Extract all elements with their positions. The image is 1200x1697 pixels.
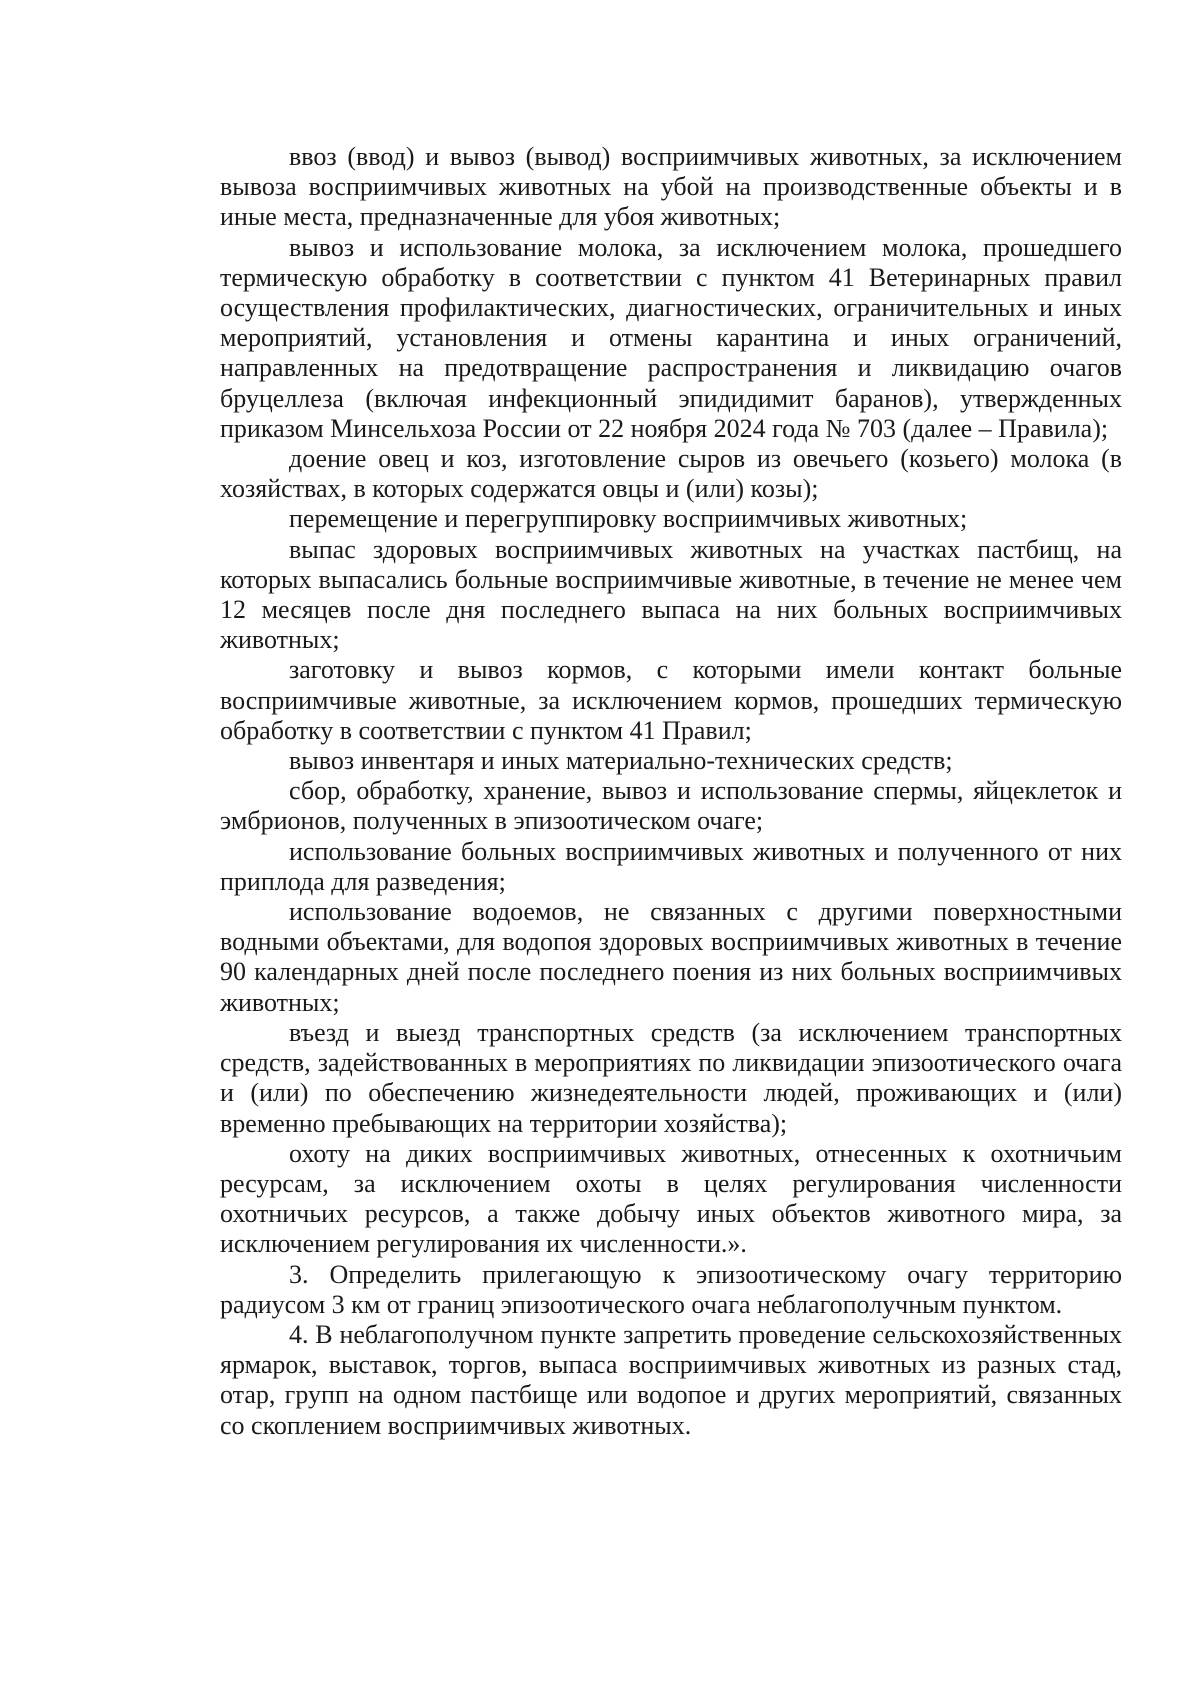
paragraph-item-3: 3. Определить прилегающую к эпизоотическому очагу территорию радиусом 3 км от границ эпизоотического очага неблагополучным пунктом.: [220, 1259, 1122, 1319]
paragraph-breeding: использование больных восприимчивых животных и полученного от них приплода для разведения;: [220, 836, 1122, 896]
paragraph-grazing: выпас здоровых восприимчивых животных на участках пастбищ, на которых выпасались больные восприимчивые животные, в течение не менее чем 12 месяцев после дня последнего выпаса на них больных восприимчивых животных;: [220, 534, 1122, 655]
paragraph-sperm: сбор, обработку, хранение, вывоз и использование спермы, яйцеклеток и эмбрионов, полученных в эпизоотическом очаге;: [220, 776, 1122, 836]
paragraph-inventory: вывоз инвентаря и иных материально-технических средств;: [289, 746, 953, 776]
paragraph-vehicles: въезд и выезд транспортных средств (за исключением транспортных средств, задействованных в мероприятиях по ликвидации эпизоотического очага и (или) по обеспечению жизнедеятельности людей, проживающих и (или) временно пребывающих на территории хозяйства);: [220, 1017, 1122, 1138]
paragraph-feed: заготовку и вывоз кормов, с которыми имели контакт больные восприимчивые животные, за исключением кормов, прошедших термическую обработку в соответствии с пунктом 41 Правил;: [220, 655, 1122, 745]
paragraph-import-export: ввоз (ввод) и вывоз (вывод) восприимчивых животных, за исключением вывоза восприимчивых животных на убой на производственные объекты и в иные места, предназначенные для убоя животных;: [220, 142, 1122, 232]
paragraph-relocation: перемещение и перегруппировку восприимчивых животных;: [289, 504, 968, 534]
paragraph-item-4: 4. В неблагополучном пункте запретить проведение сельскохозяйственных ярмарок, выставок, торгов, выпаса восприимчивых животных из разных стад, отар, групп на одном пастбище или водопое и других мероприятий, связанных со скоплением восприимчивых животных.: [220, 1319, 1122, 1440]
paragraph-milk: вывоз и использование молока, за исключением молока, прошедшего термическую обработку в соответствии с пунктом 41 Ветеринарных правил осуществления профилактических, диагностических, ограничительных и иных мероприятий, установления и отмены карантина и иных ограничений, направленных на предотвращение распространения и ликвидацию очагов бруцеллеза (включая инфекционный эпидидимит баранов), утвержденных приказом Минсельхоза России от 22 ноября 2024 года № 703 (далее – Правила);: [220, 232, 1122, 443]
paragraph-milking: доение овец и коз, изготовление сыров из овечьего (козьего) молока (в хозяйствах, в которых содержатся овцы и (или) козы);: [220, 444, 1122, 504]
paragraph-water: использование водоемов, не связанных с другими поверхностными водными объектами, для водопоя здоровых восприимчивых животных в течение 90 календарных дней после последнего поения из них больных восприимчивых животных;: [220, 897, 1122, 1017]
document-body: [220, 142, 1122, 1441]
paragraph-hunting: охоту на диких восприимчивых животных, отнесенных к охотничьим ресурсам, за исключением охоты в целях регулирования численности охотничьих ресурсов, а также добычу иных объектов животного мира, за исключением регулирования их численности.».: [220, 1138, 1122, 1259]
